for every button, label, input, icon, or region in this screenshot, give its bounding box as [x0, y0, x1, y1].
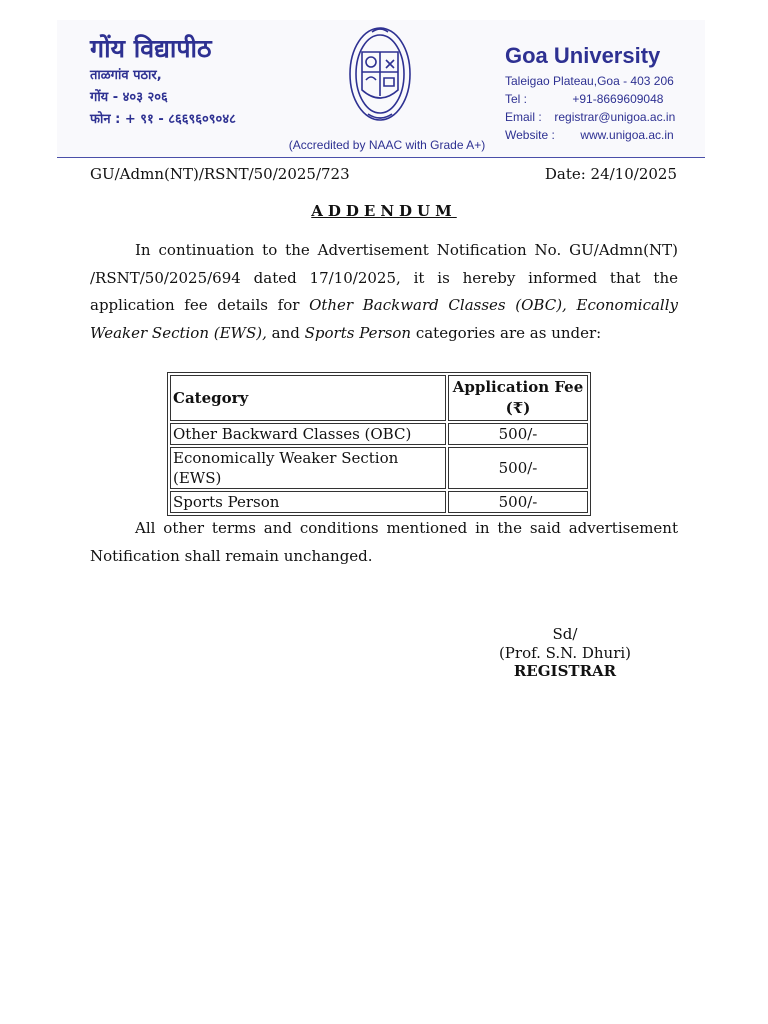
signature-block — [480, 625, 650, 681]
signatory-designation: REGISTRAR — [513, 662, 617, 680]
accreditation-text: (Accredited by NAAC with Grade A+) — [288, 138, 486, 152]
email-row — [505, 108, 675, 126]
letterhead-divider — [57, 157, 705, 158]
signature-sd: Sd/ — [552, 625, 578, 643]
reference-number: GU/Admn(NT)/RSNT/50/2025/723 — [90, 165, 350, 183]
category-cell: Sports Person — [170, 491, 446, 513]
email-value[interactable]: registrar@unigoa.ac.in — [554, 110, 676, 124]
fee-cell: 500/- — [448, 423, 588, 445]
header-category: Category — [170, 375, 446, 421]
hindi-address-line-2: गोंय - ४०३ २०६ — [90, 90, 168, 105]
hindi-university-name: गोंय विद्यापीठ — [90, 34, 212, 63]
university-seal-icon — [344, 22, 416, 130]
fee-table — [167, 372, 591, 516]
document-title: ADDENDUM — [311, 202, 457, 220]
header-application-fee: Application Fee (₹) — [448, 375, 588, 421]
intro-italic-sports: Sports Person — [304, 323, 412, 342]
reference-line — [90, 165, 677, 187]
table-row — [170, 447, 588, 489]
table-row — [170, 491, 588, 513]
hindi-phone: फोन : + ९१ - ८६६९६०९०४८ — [90, 112, 236, 127]
letterhead-hindi-block — [90, 33, 236, 131]
table-row — [170, 423, 588, 445]
closing-paragraph: All other terms and conditions mentioned in the said advertisement Notification shall remain unchanged. — [90, 519, 678, 565]
signatory-name: (Prof. S.N. Dhuri) — [498, 643, 632, 662]
website-value[interactable]: www.unigoa.ac.in — [580, 128, 674, 142]
intro-text-2: and — [266, 323, 305, 342]
category-cell: Other Backward Classes (OBC) — [170, 423, 446, 445]
tel-label: Tel : — [505, 92, 528, 106]
intro-text-3: categories are as under: — [411, 323, 602, 342]
hindi-address-line-1: ताळगांव पठार, — [90, 68, 162, 83]
email-label: Email : — [505, 110, 542, 124]
intro-text-1: In continuation to the Advertisement Notification No. GU/Admn(NT) /RSNT/50/2025/694 dated 17/10/2025, it is hereby informed that the application fee details for — [90, 241, 678, 314]
website-label: Website : — [505, 128, 555, 142]
intro-paragraph — [90, 237, 678, 347]
university-address: Taleigao Plateau,Goa - 403 206 — [505, 74, 674, 88]
fee-cell: 500/- — [448, 491, 588, 513]
tel-row — [505, 90, 675, 108]
intro-italic-categories: Other Backward Classes (OBC), Economically Weaker Section (EWS), — [90, 296, 678, 342]
accreditation-note — [0, 138, 768, 152]
tel-value: +91-8669609048 — [572, 92, 664, 106]
document-date: Date: 24/10/2025 — [544, 165, 677, 183]
category-cell: Economically Weaker Section (EWS) — [170, 447, 446, 489]
fee-cell: 500/- — [448, 447, 588, 489]
table-header-row — [170, 375, 588, 421]
university-name: Goa University — [505, 43, 661, 68]
letterhead-english-block — [505, 42, 675, 144]
